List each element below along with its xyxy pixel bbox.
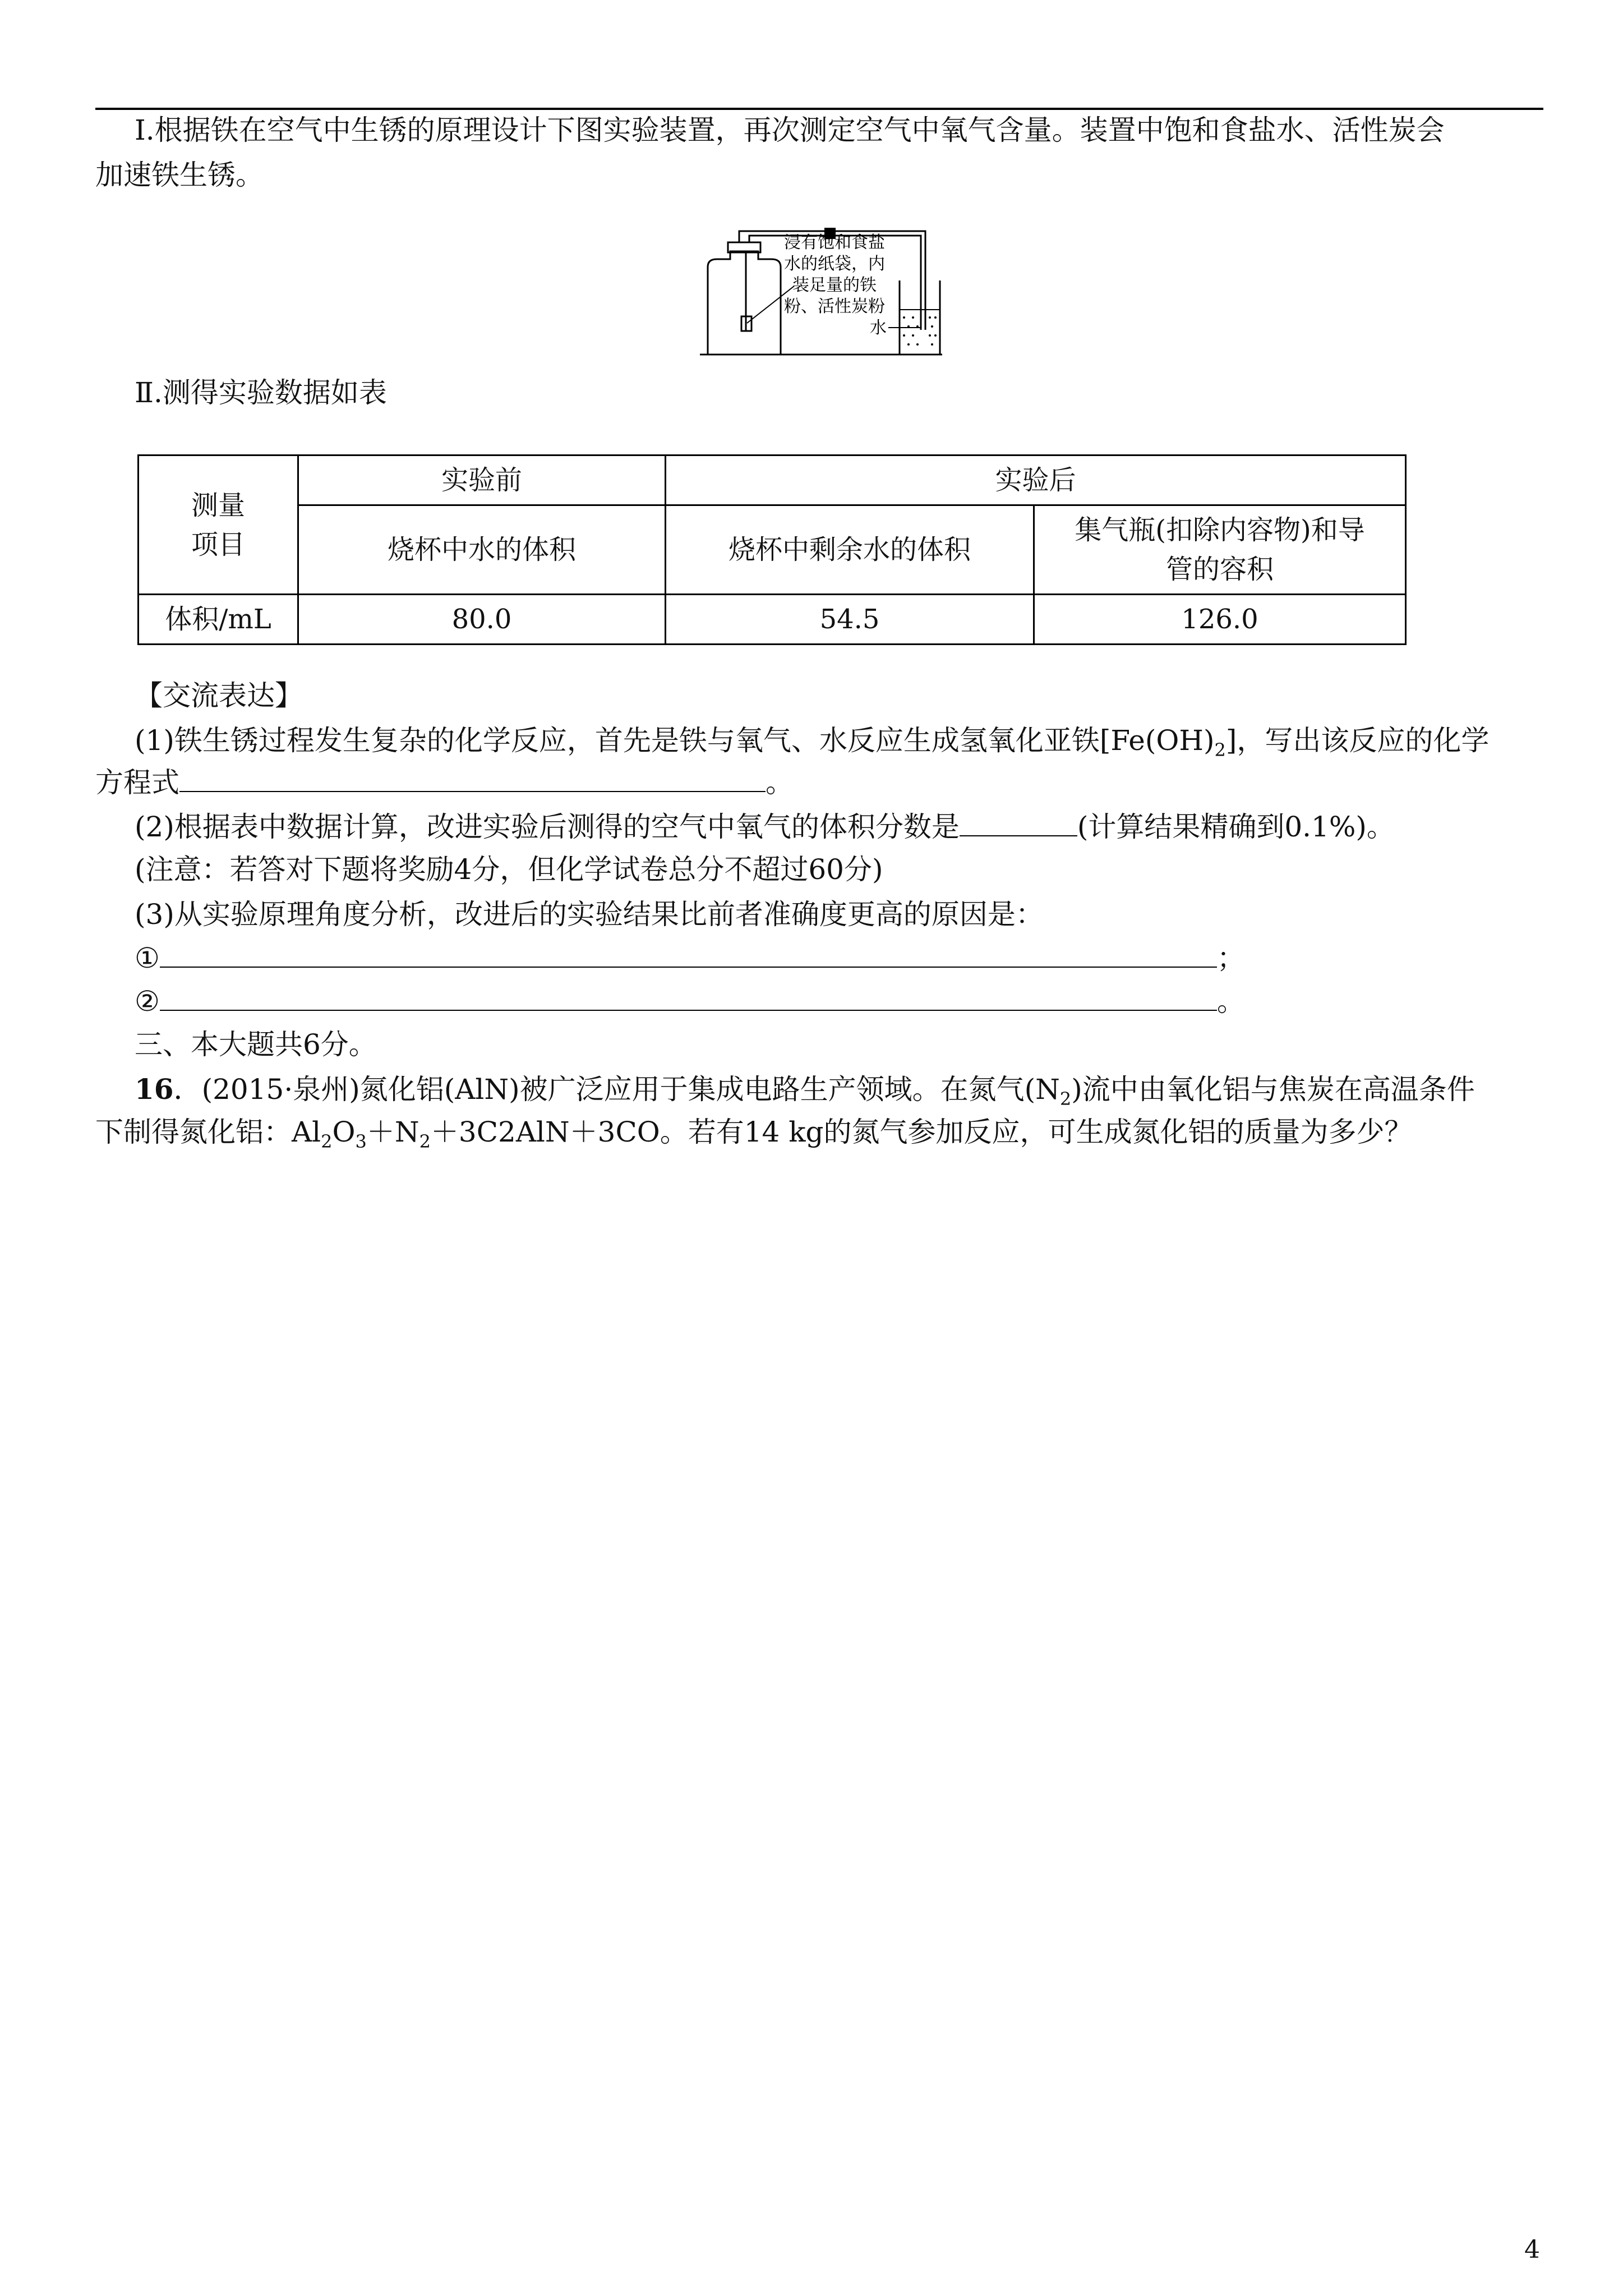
question-16-line-2	[95, 1110, 1543, 1164]
header-col-3	[1034, 505, 1406, 595]
intro-line-1: Ⅰ.根据铁在空气中生锈的原理设计下图实验装置，再次测定空气中氧气含量。装置中饱和食盐水、活性炭会	[135, 114, 1445, 146]
discussion-heading: 【交流表达】	[135, 679, 303, 712]
apparatus-diagram	[700, 213, 942, 359]
diagram-label-2: 水的纸袋，内	[784, 254, 885, 274]
row-label: 体积/mL	[139, 595, 298, 645]
value-cell: 80.0	[298, 595, 666, 645]
diagram-label-1: 浸有饱和食盐	[784, 233, 885, 252]
page-number: 4	[1524, 2235, 1540, 2264]
beaker	[900, 280, 940, 355]
q16-line1-end: )流中由氧化铝与焦炭在高温条件	[1071, 1073, 1475, 1106]
q1-line2-prefix: 方程式	[95, 766, 179, 799]
answer-blank-equation[interactable]	[179, 763, 766, 792]
header-col-3-line-2: 管的容积	[1166, 554, 1274, 585]
q16-line2-a: 下制得氮化铝：Al	[95, 1116, 321, 1148]
section-2-heading: Ⅱ.测得实验数据如表	[135, 376, 387, 409]
question-3-item-2	[135, 979, 1543, 1024]
header-before: 实验前	[298, 455, 666, 505]
q16-line1-text: ．(2015·泉州)氮化铝(AlN)被广泛应用于集成电路生产领域。在氮气(N	[173, 1073, 1060, 1106]
q16-line2-sub3: 2	[419, 1131, 431, 1152]
answer-blank-reason-2[interactable]	[160, 982, 1217, 1011]
water-dots	[903, 316, 937, 346]
q1-line2-end: 。	[766, 766, 794, 799]
question-2	[135, 804, 1543, 849]
q16-line2-c: ＋N	[366, 1116, 419, 1148]
q2-text: (2)根据表中数据计算，改进实验后测得的空气中氧气的体积分数是	[135, 811, 960, 843]
header-item-line-2: 项目	[191, 528, 245, 560]
q1-text: (1)铁生锈过程发生复杂的化学反应，首先是铁与氧气、水反应生成氢氧化亚铁[Fe(OH)	[135, 724, 1215, 757]
header-item	[139, 455, 298, 595]
header-col-1: 烧杯中水的体积	[298, 505, 666, 595]
q16-line2-d: ＋3C2AlN＋3CO。若有14 kg的氮气参加反应，可生成氮化铝的质量为多少？	[430, 1116, 1413, 1148]
diagram-label-4: 粉、活性炭粉	[784, 297, 885, 316]
question-3: (3)从实验原理角度分析，改进后的实验结果比前者准确度更高的原因是：	[135, 898, 1044, 931]
value-cell: 54.5	[666, 595, 1034, 645]
q16-line1-sub: 2	[1059, 1088, 1072, 1110]
intro-line-2: 加速铁生锈。	[95, 159, 264, 191]
q1-end: ]，写出该反应的化学	[1225, 724, 1490, 757]
header-item-line-1: 测量	[191, 489, 245, 521]
question-3-item-1	[135, 936, 1543, 981]
q16-line2-sub2: 3	[355, 1131, 367, 1152]
q3-item2-end: 。	[1216, 985, 1245, 1018]
q16-number: 16	[135, 1073, 174, 1106]
q3-item2-mark: ②	[135, 985, 160, 1018]
q16-line2-sub1: 2	[321, 1131, 333, 1152]
header-col-3-line-1: 集气瓶(扣除内容物)和导	[1075, 514, 1365, 546]
answer-blank-percentage[interactable]	[960, 807, 1077, 836]
q2-end: (计算结果精确到0.1%)。	[1077, 811, 1395, 843]
header-after: 实验后	[666, 455, 1406, 505]
q16-line2-b: O	[332, 1116, 356, 1148]
bonus-note: (注意：若答对下题将奖励4分，但化学试卷总分不超过60分)	[135, 853, 883, 886]
q3-item1-mark: ①	[135, 942, 160, 974]
data-table	[137, 454, 1407, 645]
gas-jar	[708, 251, 781, 355]
value-cell: 126.0	[1034, 595, 1406, 645]
water-label: 水	[870, 318, 887, 338]
answer-blank-reason-1[interactable]	[160, 938, 1217, 968]
q1-subscript: 2	[1214, 739, 1226, 761]
part-3-heading: 三、本大题共6分。	[135, 1028, 377, 1061]
q3-item1-end: ；	[1216, 942, 1245, 974]
table-row	[139, 595, 1406, 645]
diagram-label-3: 装足量的铁	[792, 275, 877, 295]
header-col-2: 烧杯中剩余水的体积	[666, 505, 1034, 595]
question-1-line-2	[95, 760, 1543, 805]
